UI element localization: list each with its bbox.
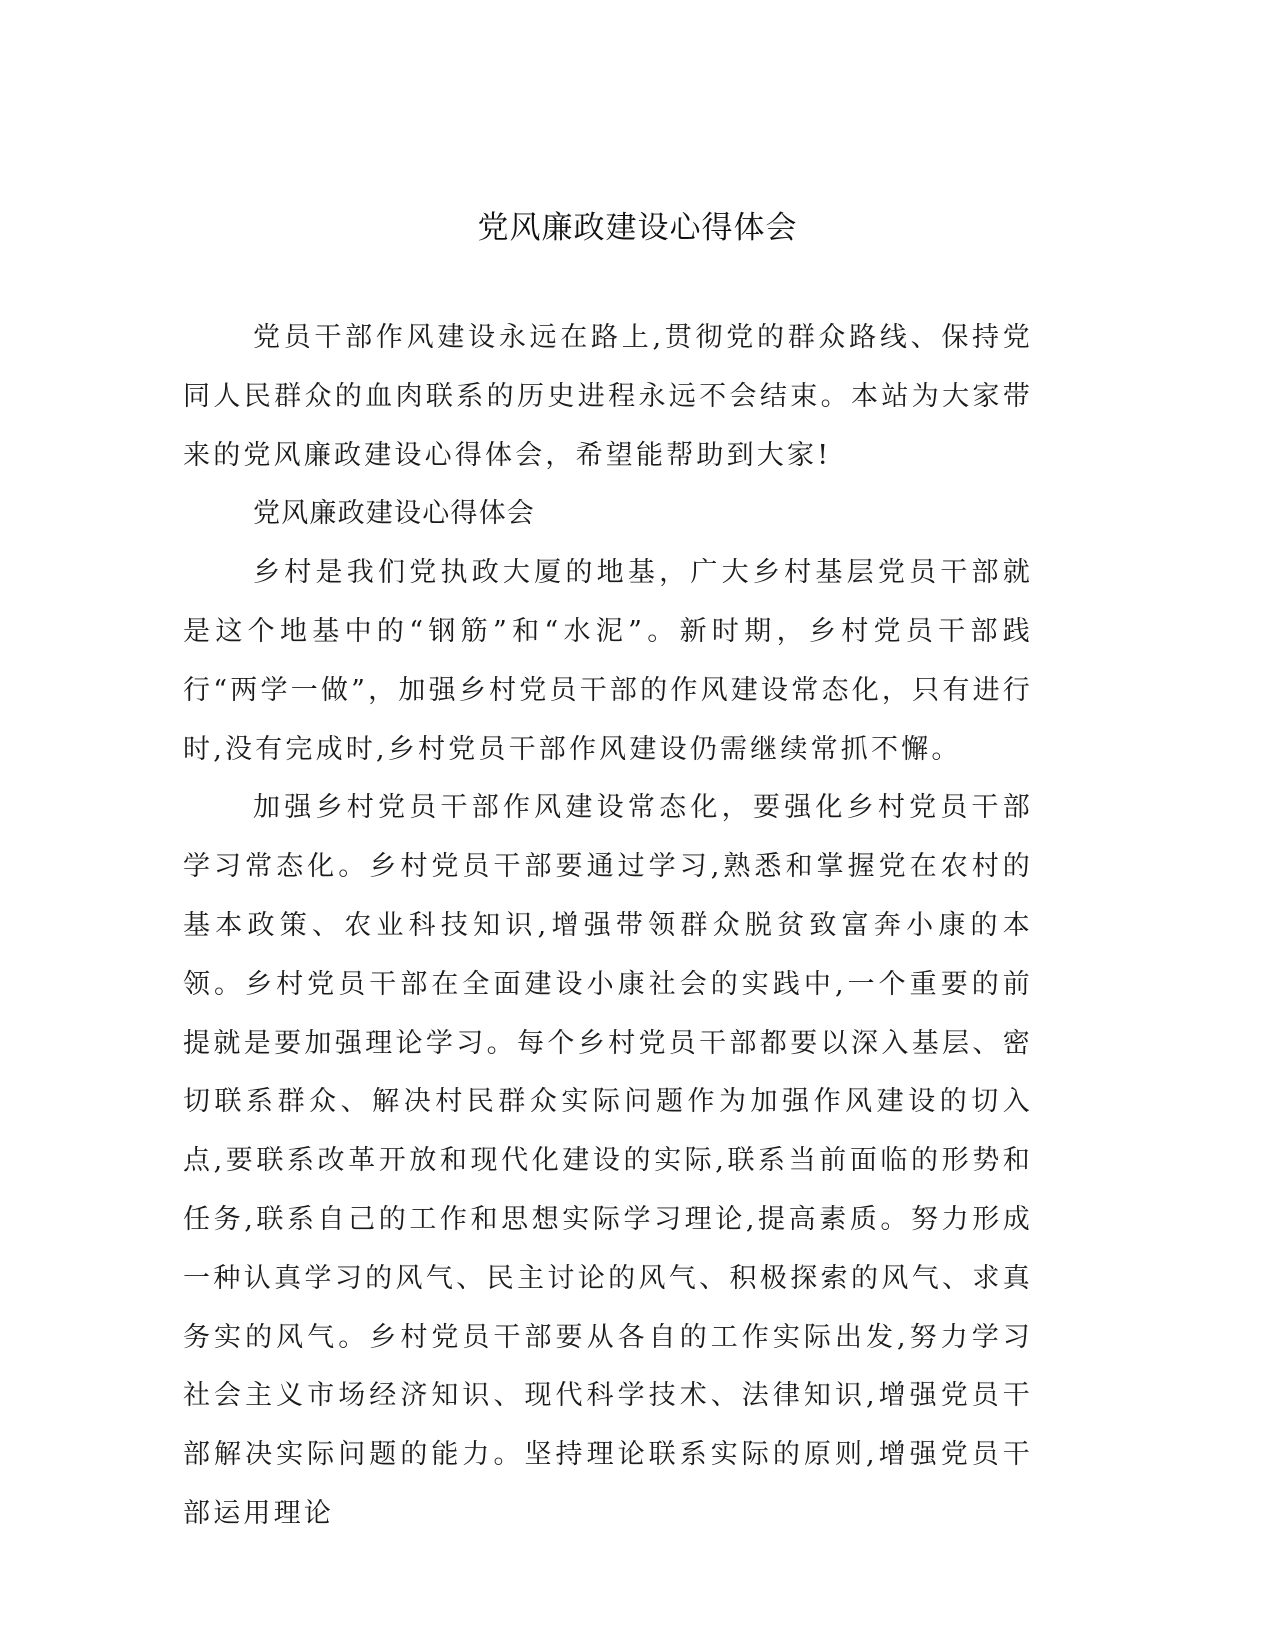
body-paragraph-1: 乡村是我们党执政大厦的地基，广大乡村基层党员干部就是这个地基中的“钢筋”和“水泥”。新时期，乡村党员干部践行“两学一做”，加强乡村党员干部的作风建设常态化，只有进行时,没有完成时,乡村党员干部作风建设仍需继续常抓不懈。	[183, 557, 1033, 765]
section-heading: 党风廉政建设心得体会	[253, 498, 535, 530]
document-title: 党风廉政建设心得体会	[477, 210, 798, 246]
body-paragraph-2: 加强乡村党员干部作风建设常态化，要强化乡村党员干部学习常态化。乡村党员干部要通过学习,熟悉和掌握党在农村的基本政策、农业科技知识,增强带领群众脱贫致富奔小康的本领。乡村党员干部在全面建设小康社会的实践中,一个重要的前提就是要加强理论学习。每个乡村党员干部都要以深入基层、密切联系群众、解决村民群众实际问题作为加强作风建设的切入点,要联系改革开放和现代化建设的实际,联系当前面临的形势和任务,联系自己的工作和思想实际学习理论,提高素质。努力形成一种认真学习的风气、民主讨论的风气、积极探索的风气、求真务实的风气。乡村党员干部要从各自的工作实际出发,努力学习社会主义市场经济知识、现代科学技术、法律知识,增强党员干部解决实际问题的能力。坚持理论联系实际的原则,增强党员干部运用理论	[183, 792, 1033, 1529]
intro-paragraph: 党员干部作风建设永远在路上,贯彻党的群众路线、保持党同人民群众的血肉联系的历史进程永远不会结束。本站为大家带来的党风廉政建设心得体会，希望能帮助到大家!	[183, 322, 1033, 471]
document-body	[183, 309, 1033, 1544]
